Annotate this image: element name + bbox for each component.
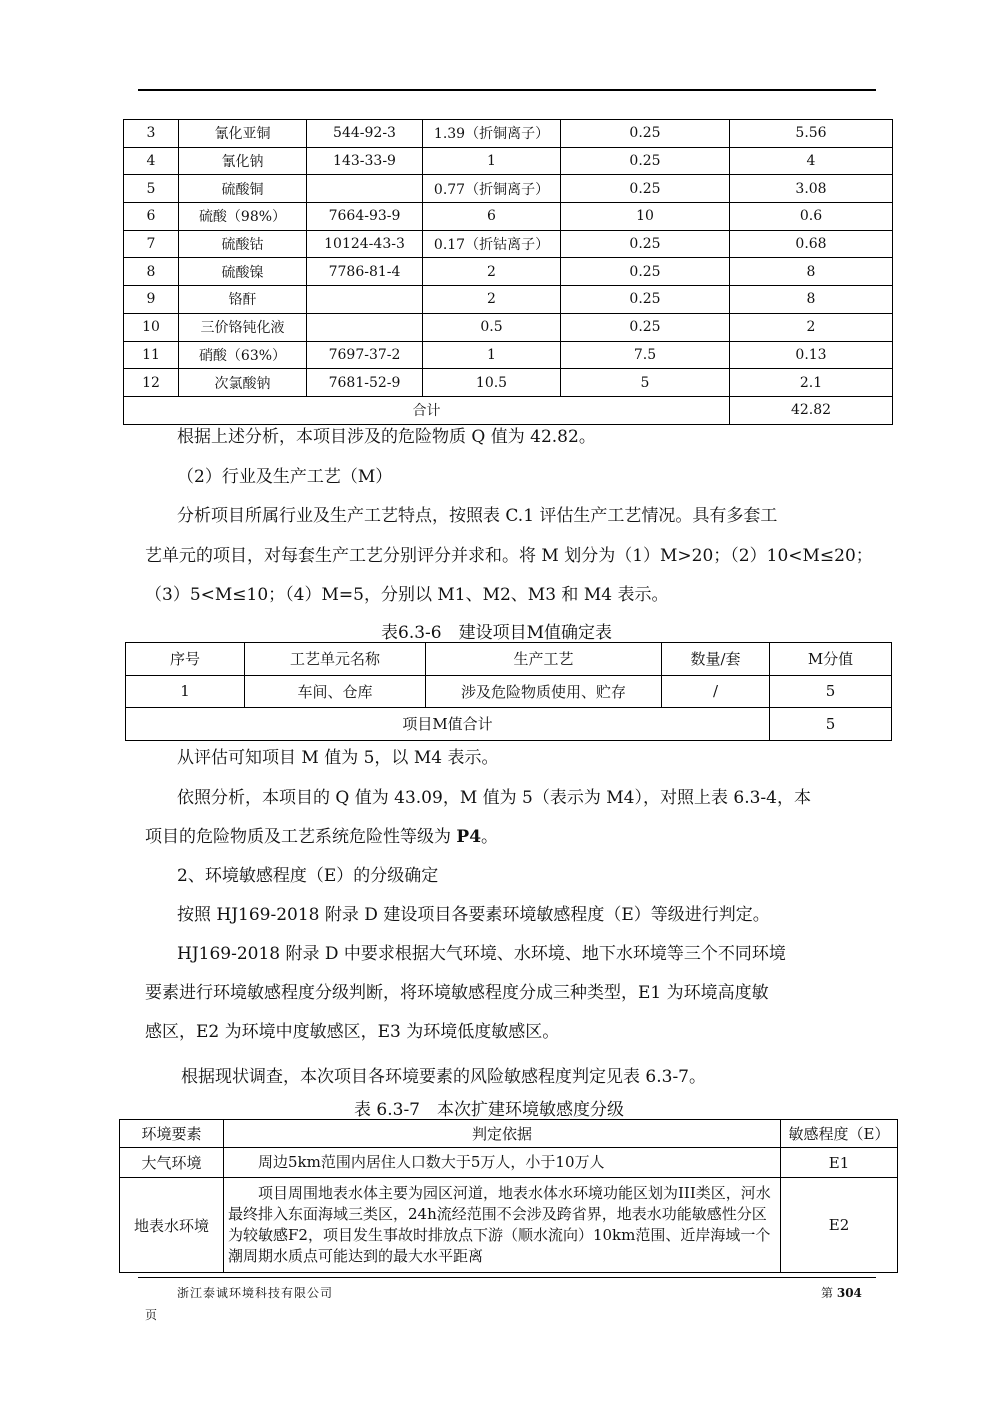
table-cell: 0.68 — [730, 230, 893, 258]
table-cell — [307, 313, 423, 341]
table-cell: 7786-81-4 — [307, 258, 423, 286]
table-cell: 7681-52-9 — [307, 369, 423, 397]
paragraph-m-line1: 分析项目所属行业及生产工艺特点，按照表 C.1 评估生产工艺情况。具有多套工 — [177, 506, 778, 526]
table-cell — [307, 175, 423, 203]
table-cell: 2 — [423, 286, 561, 314]
table-row — [124, 147, 893, 175]
table-cell: 143-33-9 — [307, 147, 423, 175]
table-row — [124, 341, 893, 369]
header-cell: M分值 — [770, 643, 892, 676]
table-cell: 0.13 — [730, 341, 893, 369]
footer-company: 浙江泰诚环境科技有限公司 — [177, 1286, 334, 1300]
table-total-row — [124, 396, 893, 424]
table-cell: 3.08 — [730, 175, 893, 203]
table-row — [124, 313, 893, 341]
paragraph-level-line2: 项目的危险物质及工艺系统危险性等级为 P4。 — [145, 827, 499, 847]
footer-rule — [138, 1277, 876, 1278]
section-heading-m: （2）行业及生产工艺（M） — [177, 467, 393, 487]
total-value-cell: 5 — [770, 708, 892, 741]
table-cell: 7 — [124, 230, 179, 258]
table-cell: 三价铬钝化液 — [179, 313, 307, 341]
table-caption-6-3-7: 表 6.3-7 本次扩建环境敏感度分级 — [354, 1100, 624, 1120]
table-cell: 8 — [124, 258, 179, 286]
table-row — [120, 1148, 898, 1178]
table-row — [124, 369, 893, 397]
table-cell: 0.25 — [561, 286, 730, 314]
table-cell: 0.17（折钴离子） — [423, 230, 561, 258]
table-row — [124, 175, 893, 203]
table-header-row — [126, 643, 892, 676]
paragraph-hj-line1: HJ169-2018 附录 D 中要求根据大气环境、水环境、地下水环境等三个不同环境 — [177, 944, 786, 964]
table-cell: 7697-37-2 — [307, 341, 423, 369]
total-label-cell: 合计 — [124, 396, 730, 424]
table-cell: E2 — [781, 1178, 898, 1273]
table-cell: 氰化亚铜 — [179, 120, 307, 148]
table-row — [124, 230, 893, 258]
total-value-cell: 42.82 — [730, 396, 893, 424]
table-row — [124, 286, 893, 314]
table-cell: 7664-93-9 — [307, 203, 423, 231]
header-cell: 判定依据 — [224, 1120, 781, 1148]
table-cell: 7.5 — [561, 341, 730, 369]
paragraph-hj-ref: 按照 HJ169-2018 附录 D 建设项目各要素环境敏感程度（E）等级进行判定。 — [177, 905, 770, 925]
table-cell: 1 — [423, 147, 561, 175]
table-cell: 0.25 — [561, 147, 730, 175]
header-cell: 生产工艺 — [426, 643, 662, 676]
table-cell: 氰化钠 — [179, 147, 307, 175]
table-cell: 9 — [124, 286, 179, 314]
table-cell: / — [662, 675, 770, 708]
header-cell: 序号 — [126, 643, 245, 676]
table-cell: 5 — [770, 675, 892, 708]
table-cell: 5 — [561, 369, 730, 397]
hazardous-substance-table — [123, 119, 893, 425]
paragraph-level-line1: 依照分析，本项目的 Q 值为 43.09，M 值为 5（表示为 M4），对照上表 6.3-4，本 — [177, 788, 811, 808]
table-cell: 2 — [423, 258, 561, 286]
table-cell: 544-92-3 — [307, 120, 423, 148]
table-cell: 1.39（折铜离子） — [423, 120, 561, 148]
level-value: P4 — [456, 827, 482, 847]
m-value-table — [125, 642, 892, 741]
table-cell: 10 — [561, 203, 730, 231]
footer-page-number: 第 304 — [821, 1286, 862, 1300]
table-cell: 硫酸镍 — [179, 258, 307, 286]
table-cell: 6 — [423, 203, 561, 231]
table-cell: 铬酐 — [179, 286, 307, 314]
table-cell: 次氯酸钠 — [179, 369, 307, 397]
header-cell: 敏感程度（E） — [781, 1120, 898, 1148]
paragraph-m-result: 从评估可知项目 M 值为 5，以 M4 表示。 — [177, 748, 499, 768]
table-cell: 12 — [124, 369, 179, 397]
total-label-cell: 项目M值合计 — [126, 708, 770, 741]
table-cell: 2 — [730, 313, 893, 341]
table-cell: 大气环境 — [120, 1148, 224, 1178]
table-cell: 车间、仓库 — [245, 675, 426, 708]
paragraph-hj-line3: 感区，E2 为环境中度敏感区，E3 为环境低度敏感区。 — [145, 1022, 560, 1042]
table-cell: 5 — [124, 175, 179, 203]
table-row — [124, 120, 893, 148]
section-heading-e: 2、环境敏感程度（E）的分级确定 — [177, 866, 439, 886]
table-cell: 8 — [730, 258, 893, 286]
header-rule — [138, 89, 876, 91]
table-cell: 1 — [423, 341, 561, 369]
table-cell: 3 — [124, 120, 179, 148]
table-cell: 0.25 — [561, 230, 730, 258]
table-cell: 10.5 — [423, 369, 561, 397]
table-cell: 地表水环境 — [120, 1178, 224, 1273]
table-cell: 4 — [124, 147, 179, 175]
table-caption-6-3-6: 表6.3-6 建设项目M值确定表 — [381, 623, 613, 643]
table-cell: 11 — [124, 341, 179, 369]
table-row — [124, 203, 893, 231]
table-cell: E1 — [781, 1148, 898, 1178]
header-cell: 环境要素 — [120, 1120, 224, 1148]
table-cell: 10 — [124, 313, 179, 341]
table-cell: 硫酸（98%） — [179, 203, 307, 231]
table-cell: 0.6 — [730, 203, 893, 231]
table-cell: 0.25 — [561, 313, 730, 341]
paragraph-hj-line2: 要素进行环境敏感程度分级判断，将环境敏感程度分成三种类型，E1 为环境高度敏 — [145, 983, 769, 1003]
table-cell: 0.5 — [423, 313, 561, 341]
table-cell: 硫酸铜 — [179, 175, 307, 203]
table-cell — [307, 286, 423, 314]
table-cell: 涉及危险物质使用、贮存 — [426, 675, 662, 708]
table-row — [126, 675, 892, 708]
table-cell: 5.56 — [730, 120, 893, 148]
table-cell: 8 — [730, 286, 893, 314]
paragraph-m-line2: 艺单元的项目，对每套生产工艺分别评分并求和。将 M 划分为（1）M>20；（2）10<M≤20； — [145, 546, 873, 566]
table-cell: 6 — [124, 203, 179, 231]
table-cell: 0.25 — [561, 258, 730, 286]
footer-page-suffix: 页 — [145, 1308, 158, 1322]
table-total-row — [126, 708, 892, 741]
table-cell: 硝酸（63%） — [179, 341, 307, 369]
table-cell: 10124-43-3 — [307, 230, 423, 258]
table-cell: 0.77（折铜离子） — [423, 175, 561, 203]
table-row — [120, 1178, 898, 1273]
table-cell: 硫酸钴 — [179, 230, 307, 258]
table-cell: 项目周围地表水体主要为园区河道，地表水体水环境功能区划为III类区，河水最终排入东面海域三类区，24h流经范围不会涉及跨省界，地表水功能敏感性分区为较敏感F2，项目发生事故时排放点下游（顺水流向）10km范围、近岸海域一个潮周期水质点可能达到的最大水平距离 — [224, 1178, 781, 1273]
table-cell: 0.25 — [561, 120, 730, 148]
table-cell: 2.1 — [730, 369, 893, 397]
sensitivity-table — [119, 1119, 898, 1273]
table-row — [124, 258, 893, 286]
table-cell: 4 — [730, 147, 893, 175]
table-cell: 1 — [126, 675, 245, 708]
paragraph-m-line3: （3）5<M≤10；（4）M=5，分别以 M1、M2、M3 和 M4 表示。 — [145, 585, 669, 605]
table-header-row — [120, 1120, 898, 1148]
table-cell: 周边5km范围内居住人口数大于5万人，小于10万人 — [224, 1148, 781, 1178]
table-cell: 0.25 — [561, 175, 730, 203]
paragraph-survey: 根据现状调查，本次项目各环境要素的风险敏感程度判定见表 6.3-7。 — [181, 1067, 706, 1087]
header-cell: 数量/套 — [662, 643, 770, 676]
paragraph-q-value: 根据上述分析，本项目涉及的危险物质 Q 值为 42.82。 — [177, 427, 596, 447]
header-cell: 工艺单元名称 — [245, 643, 426, 676]
